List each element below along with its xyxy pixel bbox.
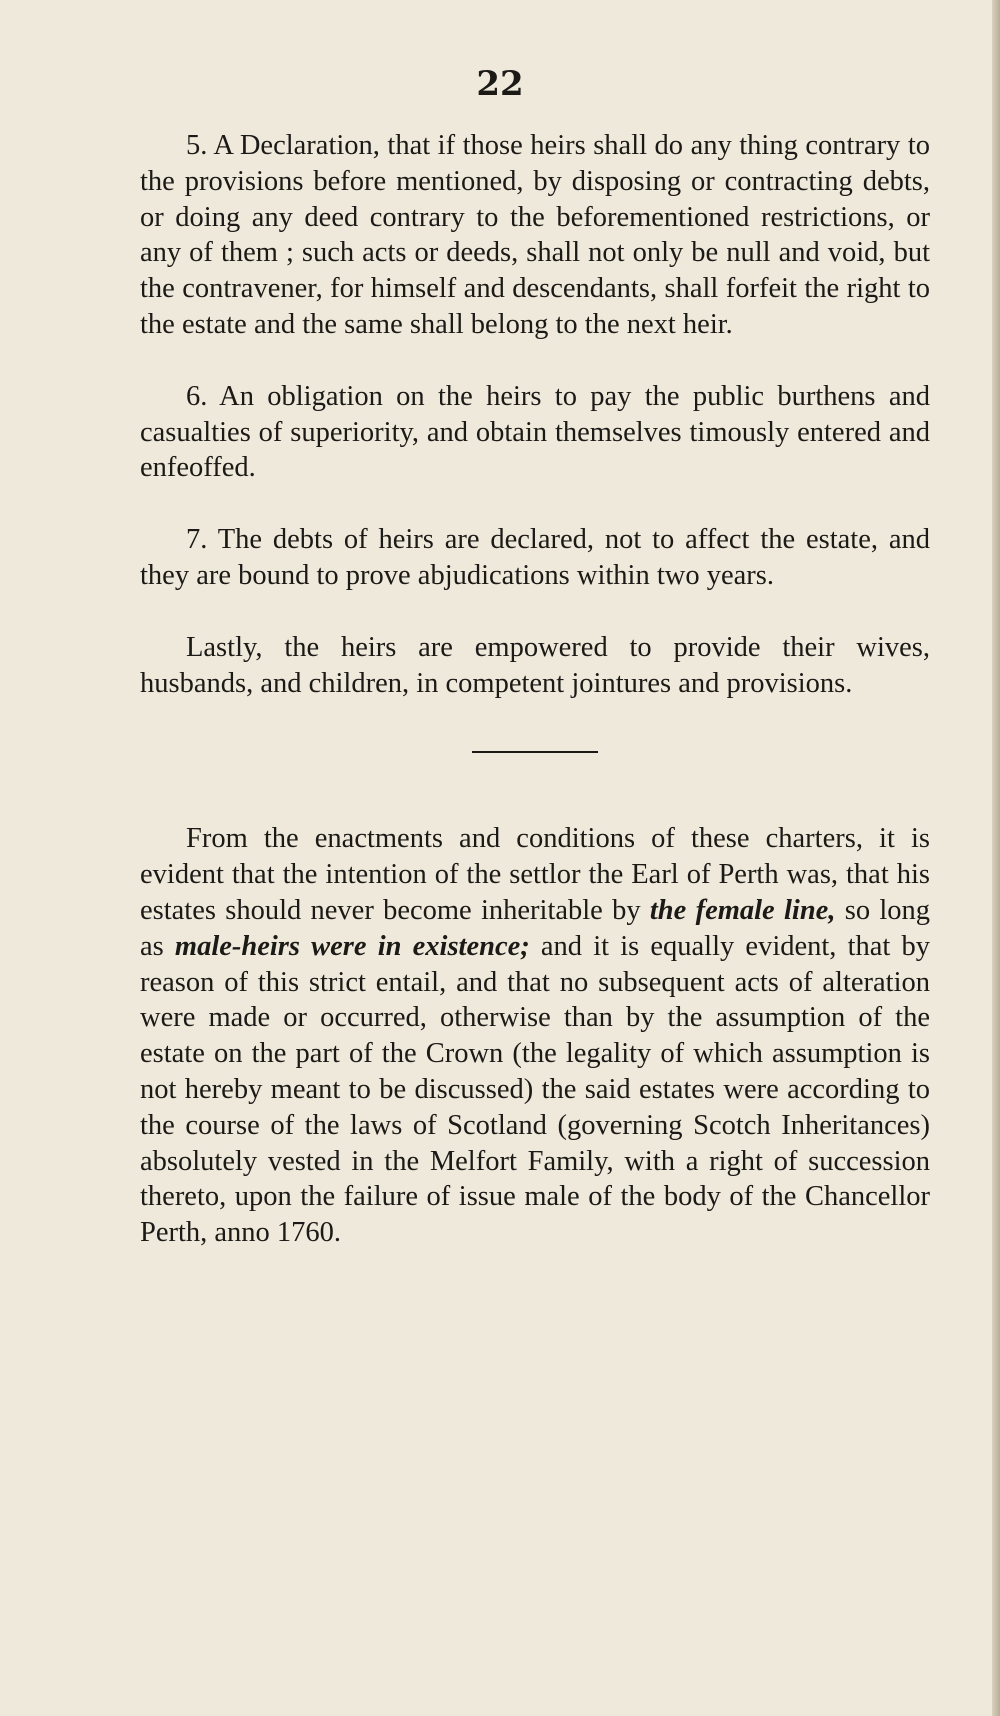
- conclusion-text-1: From the enactments and conditions of these charters, it is evident that the intention of the settlor the Earl of Perth was, that his estates should never become inheritable by: [140, 823, 930, 926]
- page-number: 22: [476, 64, 524, 104]
- paragraph-lastly: Lastly, the heirs are empowered to provide their wives, husbands, and children, in competent jointures and provisions.: [140, 631, 930, 699]
- conclusion-italic-male-heirs: male-heirs were in existence;: [174, 930, 530, 962]
- page-edge: [992, 0, 1000, 1716]
- conclusion-italic-female-line: the female line,: [649, 894, 836, 926]
- paragraph-7: 7. The debts of heirs are declared, not to affect the estate, and they are bound to prove abjudications within two years.: [140, 524, 930, 591]
- conclusion-text-3: and it is equally evident, that by reason of this strict entail, and that no subsequent acts of alteration were made or occurred, otherwise than by the assumption of the estate on the part of the Crown (the legality of which assumption is not hereby meant to be discussed) the said estates were according to the course of the laws of Scotland (governing Scotch Inheritances) absolutely vested in the Melfort Family, with a right of succession thereto, upon the failure of issue male of the body of the Chancellor Perth, anno 1760.: [140, 930, 930, 1249]
- paragraph-6: 6. An obligation on the heirs to pay the public burthens and casualties of superiority, and obtain themselves timously entered and enfeoffed.: [140, 380, 930, 484]
- paragraph-conclusion: [140, 821, 930, 1251]
- conclusion-text-2: so long as: [140, 894, 931, 962]
- paragraph-5: 5. A Declaration, that if those heirs shall do any thing contrary to the provisions before mentioned, by disposing or contracting debts, or doing any deed contrary to the beforementioned restrictions, or any of them ; such acts or deeds, shall not only be null and void, but the contravener, for himself and descendants, shall forfeit the right to the estate and the same shall belong to the next heir.: [140, 130, 930, 340]
- section-divider: [472, 751, 598, 753]
- page-body: [140, 128, 930, 1251]
